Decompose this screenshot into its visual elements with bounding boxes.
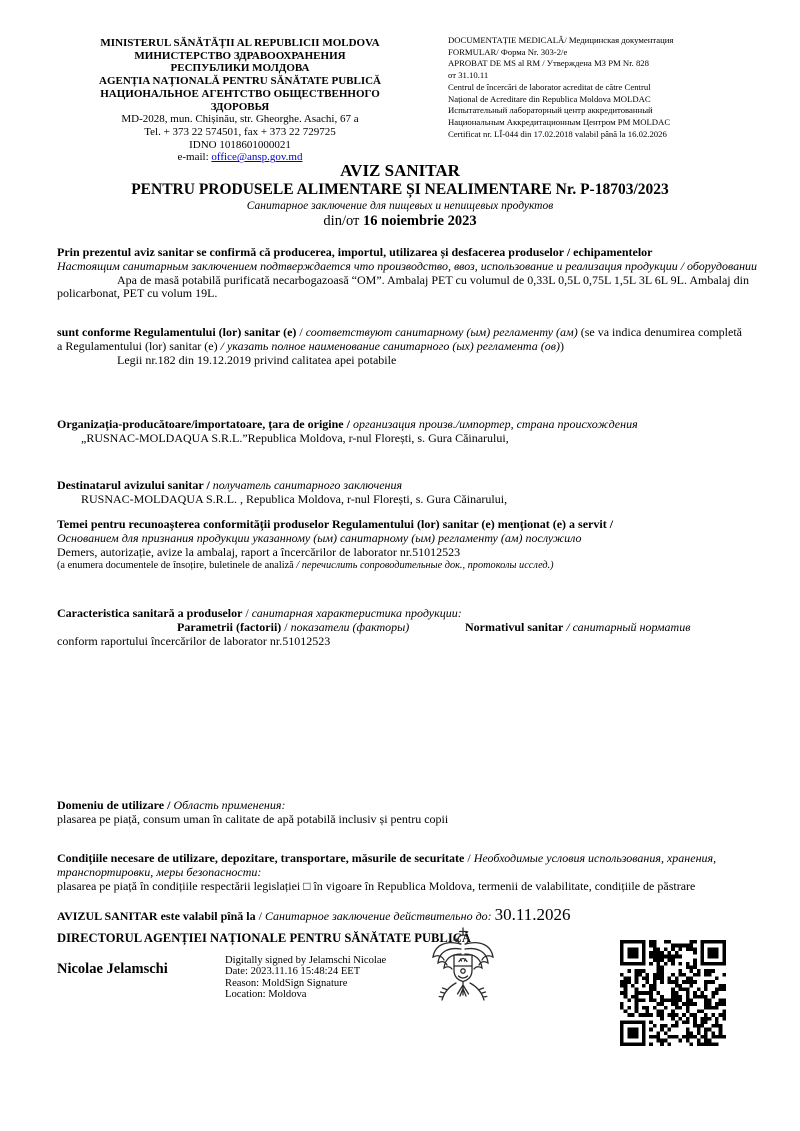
issuer-address: MD-2028, mun. Chișinău, str. Gheorghe. Asachi, 67 a [121, 113, 359, 126]
section-product-heading-ru: Настоящим санитарным заключением подтверждается что производство, ввоз, использование и реализация продукции / оборудовании [57, 258, 758, 273]
issuer-line: НАЦИОНАЛЬНОЕ АГЕНТСТВО ОБЩЕСТВЕННОГО [100, 87, 380, 100]
form-info-line: FORMULAR/ Форма Nr. 303-2/e [448, 46, 568, 57]
form-info-header [448, 35, 770, 140]
issuer-line: AGENȚIA NAȚIONALĂ PENTRU SĂNĂTATE PUBLICĂ [99, 75, 381, 88]
characteristics-value: conform raportului încercărilor de laborator nr.51012523 [57, 633, 331, 648]
issue-date: 16 noiembrie 2023 [363, 213, 477, 229]
characteristics-heading-ru: санитарная характеристика продукции: [251, 606, 462, 620]
basis-heading-ro: Temei pentru recunoașterea conformității produselor Regulamentului (lor) sanitar (e) menționat (e) a servit / [57, 517, 614, 531]
normative-column-label [465, 621, 690, 635]
recipient-heading-ro: Destinatarul avizului sanitar / [57, 478, 213, 492]
parameters-label-ru: показатели (факторы) [290, 619, 410, 634]
conditions-heading-ro: Condițiile necesare de utilizare, depozitare, transportare, măsurile de securitate [57, 851, 465, 865]
section-characteristics [57, 607, 749, 649]
normative-label-ru: / санитарный норматив [563, 619, 691, 634]
validity-label-ru: Санитарное заключение действительно до: [264, 909, 495, 923]
section-product-heading-ro: Prin prezentul aviz sanitar se confirmă că producerea, importul, utilizarea și desfacerea produselor / echipamentelor [57, 245, 653, 259]
basis-note-ro: (a enumera documentele de însoțire, buletinele de analiză [57, 560, 297, 572]
form-info-line: Испытательный лабораторный центр аккредитованный [448, 105, 653, 116]
issuer-line: РЕСПУБЛИКИ МОЛДОВА [170, 62, 310, 75]
section-validity [57, 905, 749, 924]
separator: / [242, 606, 252, 620]
parameters-header-row [57, 621, 749, 635]
document-title: AVIZ SANITAR [340, 161, 460, 180]
signature-line: Reason: MoldSign Signature [225, 977, 348, 989]
form-info-line: Национальным Аккредитационным Центром РМ MOLDAC [448, 116, 671, 127]
conditions-heading-ru: Необходимые условия использования, хранения, транспортировки, меры безопасности: [57, 851, 717, 879]
conformity-close: ) [559, 338, 564, 353]
section-producer [57, 418, 749, 446]
signature-line: Date: 2023.11.16 15:48:24 EET [225, 966, 361, 978]
usage-heading [57, 799, 749, 813]
conformity-italic-ru2: / указать полное наименование санитарного (ых) регламента (ов) [220, 338, 560, 353]
producer-value: „RUSNAC-MOLDAQUA S.R.L.”Republica Moldova, r-nul Florești, s. Gura Căinarului, [81, 430, 509, 445]
email-link[interactable]: office@ansp.gov.md [211, 151, 303, 164]
signature-line: Digitally signed by Jelamschi Nicolae [225, 955, 387, 966]
issuer-header [60, 37, 420, 164]
separator: / [281, 619, 291, 634]
email-label: e-mail: [177, 151, 212, 164]
section-conformity [57, 326, 749, 367]
conditions-value: plasarea pe piață în condițiile respectării legislației □ în vigoare în Republica Moldova, termenii de valabilitate, condițiile de păstrare [57, 878, 696, 893]
basis-heading-ru: Основанием для признания продукции указанному (ым) санитарному (ым) регламенту (ам) послужило [57, 530, 582, 545]
qr-code [620, 940, 726, 1046]
regulation-reference: Legii nr.182 din 19.12.2019 privind calitatea apei potabile [117, 352, 397, 367]
normative-label-ro: Normativul sanitar [465, 619, 564, 634]
issuer-line: МИНИСТЕРСТВО ЗДРАВООХРАНЕНИЯ [134, 49, 346, 62]
section-conditions [57, 852, 749, 893]
characteristics-heading-ro: Caracteristica sanitară a produselor [57, 606, 243, 620]
form-info-line: Certificat nr. LÎ-044 din 17.02.2018 valabil până la 16.02.2026 [448, 128, 667, 139]
issuer-line: ЗДОРОВЬЯ [210, 100, 270, 113]
section-producer-heading [57, 418, 749, 432]
usage-value: plasarea pe piață, consum uman în calitate de apă potabilă inclusiv și pentru copii [57, 811, 449, 826]
conditions-heading [57, 852, 749, 880]
document-date-line [0, 213, 800, 230]
product-description: Apa de masă potabilă purificată necarbogazoasă “OM”. Ambalaj PET cu volumul de 0,33L 0,5L 0,75L 1,5L 3L 6L 9L. Ambalaj din policarbonat, PET cu volum 19L. [57, 272, 749, 301]
form-info-line: DOCUMENTAȚIE MEDICALĂ/ Медицинская документация [448, 35, 674, 45]
form-info-line: Centrul de încercări de laborator acreditat de către Centrul [448, 81, 651, 92]
producer-heading-ru: организация произв./импортер, страна происхождения [352, 417, 638, 431]
document-subtitle-number: PENTRU PRODUSELE ALIMENTARE ȘI NEALIMENTARE Nr. P-18703/2023 [131, 181, 669, 198]
director-title: DIRECTORUL AGENȚIEI NAȚIONALE PENTRU SĂNĂTATE PUBLICĂ [57, 931, 471, 945]
section-recipient-heading [57, 479, 749, 493]
separator: / [255, 909, 265, 923]
issuer-line: MINISTERUL SĂNĂTĂȚII AL REPUBLICII MOLDOVA [100, 37, 380, 49]
usage-heading-ro: Domeniu de utilizare / [57, 798, 174, 812]
separator: / [464, 851, 474, 865]
form-info-line: Național de Acreditare din Republica Moldova MOLDAC [448, 93, 651, 104]
parameters-label-ro: Parametrii (factorii) [177, 619, 282, 634]
digital-signature-block [225, 955, 386, 1001]
document-title-block [0, 161, 800, 230]
recipient-value: RUSNAC-MOLDAQUA S.R.L. , Republica Moldova, r-nul Florești, s. Gura Căinarului, [81, 491, 508, 506]
section-conformity-heading [57, 326, 749, 354]
producer-heading-ro: Organizația-producătoare/importatoare, țara de origine / [57, 417, 353, 431]
validity-date: 30.11.2026 [494, 905, 571, 924]
form-info-line: APROBAT DE MS al RM / Утверждена МЗ РМ Nr. 828 [448, 58, 649, 69]
document-subtitle-ru: Санитарное заключение для пищевых и непищевых продуктов [246, 200, 554, 212]
recipient-heading-ru: получатель санитарного заключения [212, 478, 403, 492]
parameters-column-label [177, 621, 409, 635]
basis-note [57, 559, 749, 573]
section-basis [57, 518, 749, 573]
issuer-idno: IDNO 1018601000021 [189, 138, 291, 151]
section-recipient [57, 479, 749, 507]
issuer-phone: Tel. + 373 22 574501, fax + 373 22 729725 [144, 125, 336, 138]
conformity-bold: sunt conforme Regulamentului (lor) sanitar (e) [57, 325, 297, 339]
date-prefix: din/от [323, 213, 363, 229]
usage-heading-ru: Область применения: [173, 798, 286, 812]
conformity-plain: (se va indica denumirea completă a Regulamentului (lor) sanitar (e) [57, 325, 742, 353]
conformity-italic-ru: соответствуют санитарному (ым) регламенту (ам) [305, 325, 578, 339]
form-info-line: от 31.10.11 [448, 70, 489, 81]
director-name: Nicolae Jelamschi [57, 961, 168, 977]
section-usage [57, 799, 749, 827]
separator: / [296, 325, 306, 339]
signature-line: Location: Moldova [225, 989, 307, 1001]
moldova-coat-of-arms [430, 925, 496, 1009]
section-product [57, 245, 758, 301]
characteristics-heading [57, 607, 749, 621]
validity-label-ro: AVIZUL SANITAR este valabil pînă la [57, 909, 256, 923]
basis-documents: Demers, autorizație, avize la ambalaj, raport a încercărilor de laborator nr.51012523 [57, 544, 461, 559]
basis-note-ru: / перечислить сопроводительные док., протоколы исслед.) [296, 560, 554, 572]
validity-line [57, 905, 749, 924]
